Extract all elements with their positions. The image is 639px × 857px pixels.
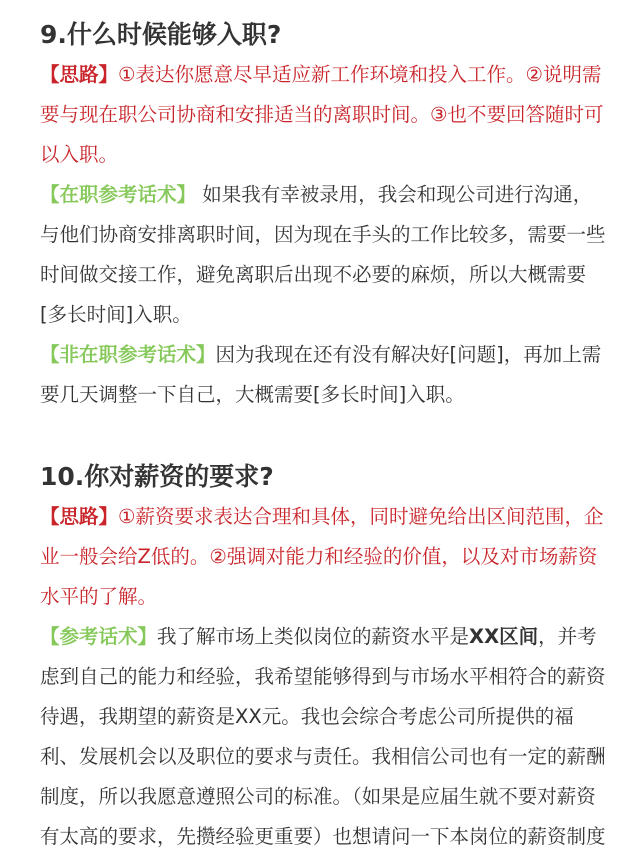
- script-text: [多长时间]入职。: [40, 303, 192, 326]
- unemployed-label: 【非在职参考话术】: [40, 343, 216, 366]
- script-text: 我了解市场上类似岗位的薪资水平是: [157, 625, 470, 648]
- q9-employed-script: [40, 175, 615, 335]
- script-text: 有太高的要求，先攒经验更重要）也想请问一下本岗位的薪资制度: [40, 825, 606, 848]
- q10-idea: [40, 497, 615, 617]
- idea-text: ①表达你愿意尽早适应新工作环境和投入工作。②说明需: [118, 63, 602, 86]
- question-9-title: 9.什么时候能够入职?: [40, 20, 282, 49]
- script-text: 如果我有幸被录用，我会和现公司进行沟通，: [196, 183, 593, 206]
- idea-text: 以入职。: [40, 143, 119, 166]
- script-text: 要几天调整一下自己，大概需要[多长时间]入职。: [40, 383, 465, 406]
- script-text: 虑到自己的能力和经验，我希望能够得到与市场水平相符合的薪资: [40, 665, 606, 688]
- script-text: 待遇，我期望的薪资是XX元。我也会综合考虑公司所提供的福: [40, 705, 574, 728]
- q9-unemployed-script: [40, 335, 615, 415]
- q10-reference-script: [40, 617, 615, 857]
- script-text: 与他们协商安排离职时间，因为现在手头的工作比较多，需要一些: [40, 223, 606, 246]
- script-text: 制度，所以我愿意遵照公司的标准。（如果是应届生就不要对薪资: [40, 785, 596, 808]
- idea-label: 【思路】: [40, 505, 119, 528]
- reference-label: 【参考话术】: [40, 625, 158, 648]
- idea-text: 业一般会给Z低的。②强调对能力和经验的价值，以及对市场薪资: [40, 545, 598, 568]
- script-text: 时间做交接工作，避免离职后出现不必要的麻烦，所以大概需要: [40, 263, 587, 286]
- employed-label: 【在职参考话术】: [40, 183, 197, 206]
- idea-text: ①薪资要求表达合理和具体，同时避免给出区间范围，企: [118, 505, 604, 528]
- bold-range: XX区间: [469, 625, 539, 648]
- q9-idea: [40, 55, 615, 175]
- script-text: 利、发展机会以及职位的要求与责任。我相信公司也有一定的薪酬: [40, 745, 606, 768]
- idea-label: 【思路】: [40, 63, 119, 86]
- idea-text: 水平的了解。: [40, 585, 158, 608]
- script-text: 因为我现在还有没有解决好[问题]，再加上需: [215, 343, 602, 366]
- document: [40, 0, 615, 857]
- script-text: ，并考: [538, 625, 597, 648]
- question-10-title: 10.你对薪资的要求?: [40, 462, 274, 491]
- idea-text: 要与现在职公司协商和安排适当的离职时间。③也不要回答随时可: [40, 103, 604, 126]
